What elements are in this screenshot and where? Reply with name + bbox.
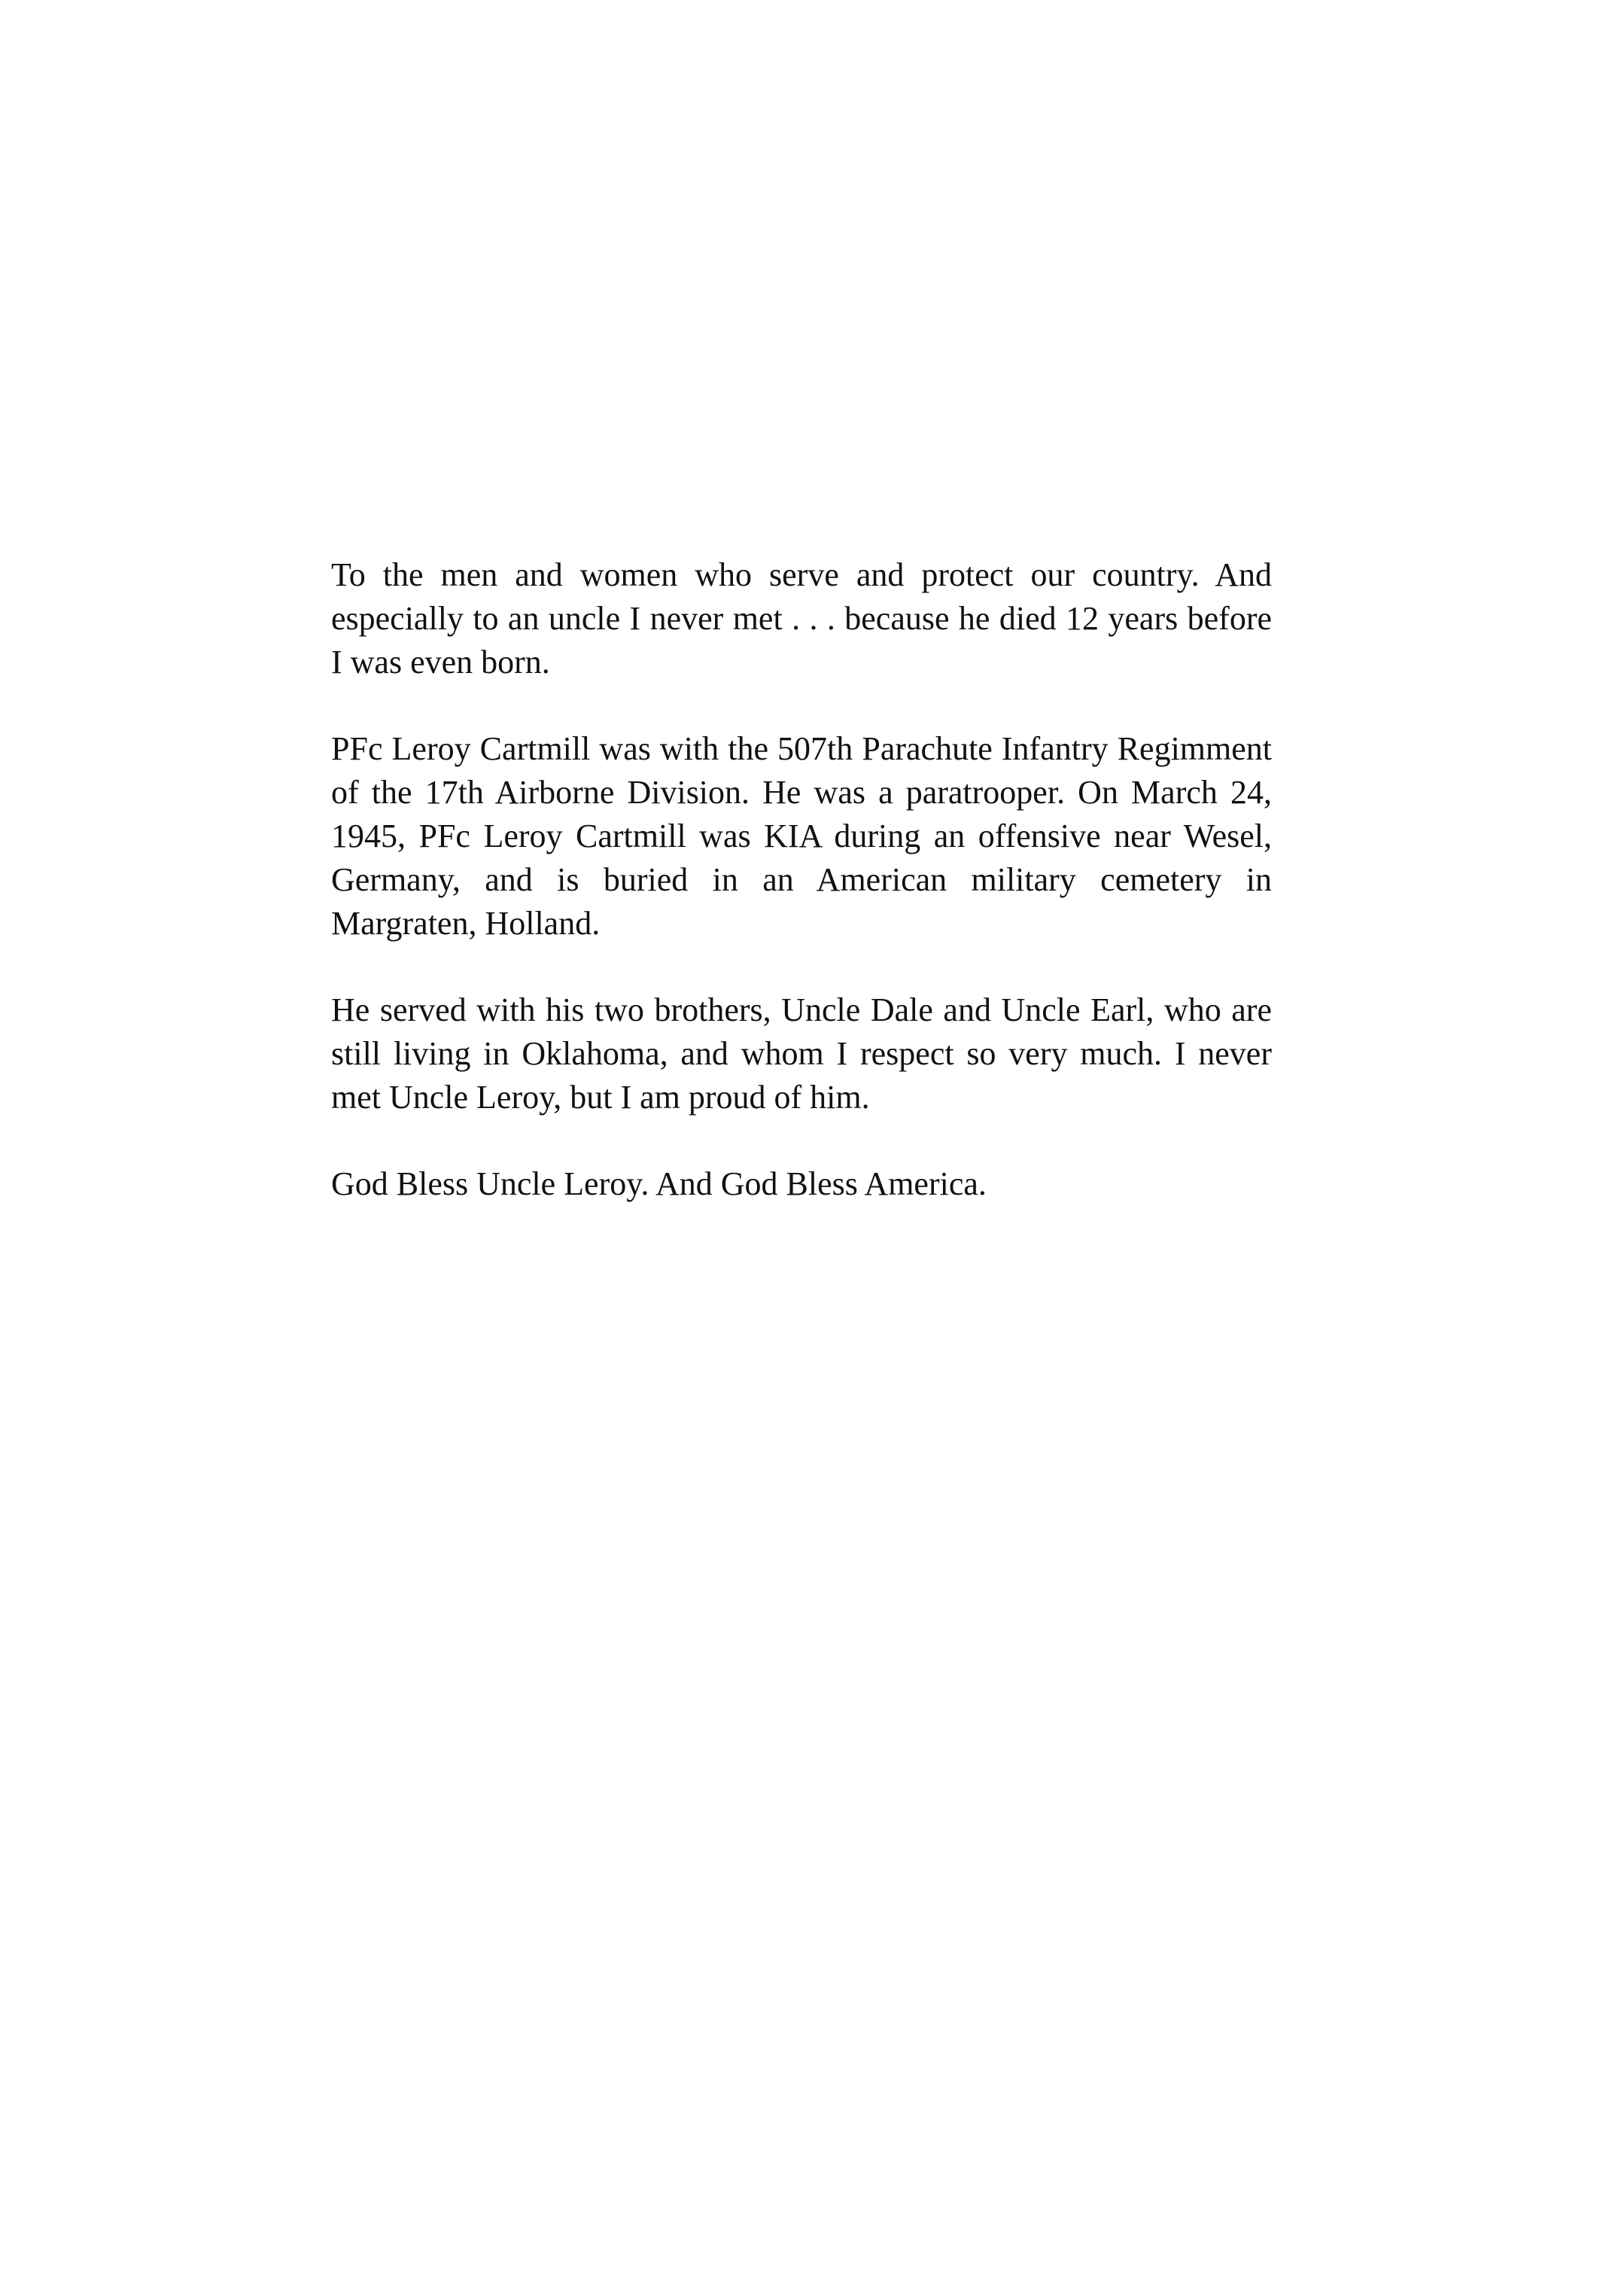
dedication-text: [331, 553, 1272, 1206]
dedication-paragraph-4: God Bless Uncle Leroy. And God Bless America.: [331, 1165, 987, 1202]
dedication-paragraph-3: He served with his two brothers, Uncle Dale and Uncle Earl, who are still living in Oklahoma, and whom I respect so very much. I never met Uncle Leroy, but I am proud of him.: [331, 991, 1272, 1116]
dedication-paragraph-2: PFc Leroy Cartmill was with the 507th Parachute Infantry Regimment of the 17th Airborne Division. He was a paratrooper. On March 24, 1945, PFc Leroy Cartmill was KIA during an offensive near Wesel, Germany, and is buried in an American military cemetery in Margraten, Holland.: [331, 730, 1272, 942]
dedication-paragraph-1: To the men and women who serve and protect our country. And especially to an uncle I never met . . . because he died 12 years before I was even born.: [331, 556, 1272, 681]
